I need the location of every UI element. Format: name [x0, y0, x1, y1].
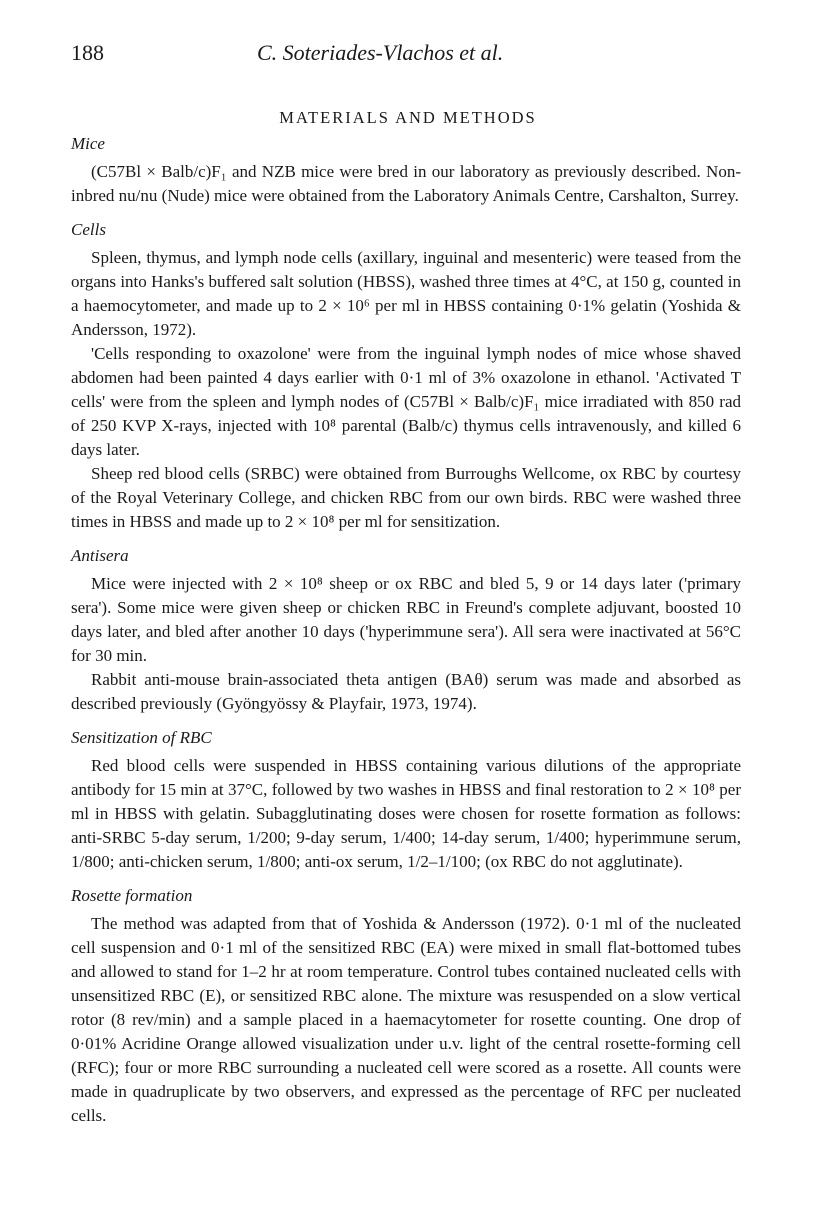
running-head-authors: C. Soteriades-Vlachos et al.	[257, 40, 504, 65]
section-rosette-formation	[71, 884, 741, 1128]
article-body	[71, 132, 741, 1128]
section-mice	[71, 132, 741, 208]
paragraph: Sheep red blood cells (SRBC) were obtained from Burroughs Wellcome, ox RBC by courtesy of the Royal Veterinary College, and chicken RBC from our own birds. RBC were washed three times in HBSS and made up to 2 × 10⁸ per ml for sensitization.	[71, 464, 741, 531]
paragraph: The method was adapted from that of Yoshida & Andersson (1972). 0·1 ml of the nucleated cell suspension and 0·1 ml of the sensitized RBC (EA) were mixed in small flat-bottomed tubes and allowed to stand for 1–2 hr at room temperature. Control tubes contained nucleated cells with unsensitized RBC (E), or sensitized RBC alone. The mixture was resuspended on a slow vertical rotor (8 rev/min) and a sample placed in a haemacytometer for rosette counting. One drop of 0·01% Acridine Orange allowed visualization under u.v. light of the central rosette-forming cell (RFC); four or more RBC surrounding a nucleated cell were scored as a rosette. All counts were made in quadruplicate by two observers, and expressed as the percentage of RFC per nucleated cells.	[71, 914, 741, 1125]
section-sensitization	[71, 726, 741, 874]
subheading-cells: Cells	[71, 220, 106, 239]
section-cells	[71, 218, 741, 534]
subheading-mice: Mice	[71, 134, 105, 153]
page-number: 188	[71, 40, 104, 65]
section-title: MATERIALS AND METHODS	[279, 108, 537, 127]
paragraph: Red blood cells were suspended in HBSS containing various dilutions of the appropriate antibody for 15 min at 37°C, followed by two washes in HBSS and final restoration to 2 × 10⁸ per ml in HBSS with gelatin. Subagglutinating doses were chosen for rosette formation as follows: anti-SRBC 5-day serum, 1/200; 9-day serum, 1/400; 14-day serum, 1/400; hyperimmune serum, 1/800; anti-chicken serum, 1/800; anti-ox serum, 1/2–1/100; (ox RBC do not agglutinate).	[71, 756, 741, 871]
section-antisera	[71, 544, 741, 716]
running-head	[71, 38, 741, 70]
paragraph: Mice were injected with 2 × 10⁸ sheep or ox RBC and bled 5, 9 or 14 days later ('primary sera'). Some mice were given sheep or chicken RBC in Freund's complete adjuvant, boosted 10 days later, and bled after another 10 days ('hyperimmune sera'). All sera were inactivated at 56°C for 30 min.	[71, 574, 741, 665]
subheading-antisera: Antisera	[71, 546, 129, 565]
subheading-sensitization: Sensitization of RBC	[71, 728, 212, 747]
paragraph: Rabbit anti-mouse brain-associated theta antigen (BAθ) serum was made and absorbed as described previously (Gyöngyössy & Playfair, 1973, 1974).	[71, 670, 741, 713]
paragraph: Spleen, thymus, and lymph node cells (axillary, inguinal and mesenteric) were teased from the organs into Hanks's buffered salt solution (HBSS), washed three times at 4°C, at 150 g, counted in a haemocytometer, and made up to 2 × 10⁶ per ml in HBSS containing 0·1% gelatin (Yoshida & Andersson, 1972).	[71, 248, 741, 339]
subheading-rosette-formation: Rosette formation	[71, 886, 193, 905]
paragraph: 'Cells responding to oxazolone' were from the inguinal lymph nodes of mice whose shaved abdomen had been painted 4 days earlier with 0·1 ml of 3% oxazolone in ethanol. 'Activated T cells' were from the spleen and lymph nodes of (C57Bl × Balb/c)F₁ mice irradiated with 850 rad of 250 KVP X-rays, injected with 10⁸ parental (Balb/c) thymus cells intravenously, and killed 6 days later.	[71, 344, 741, 459]
paragraph: (C57Bl × Balb/c)F₁ and NZB mice were bred in our laboratory as previously described. Non-inbred nu/nu (Nude) mice were obtained from the Laboratory Animals Centre, Carshalton, Surrey.	[71, 162, 741, 205]
